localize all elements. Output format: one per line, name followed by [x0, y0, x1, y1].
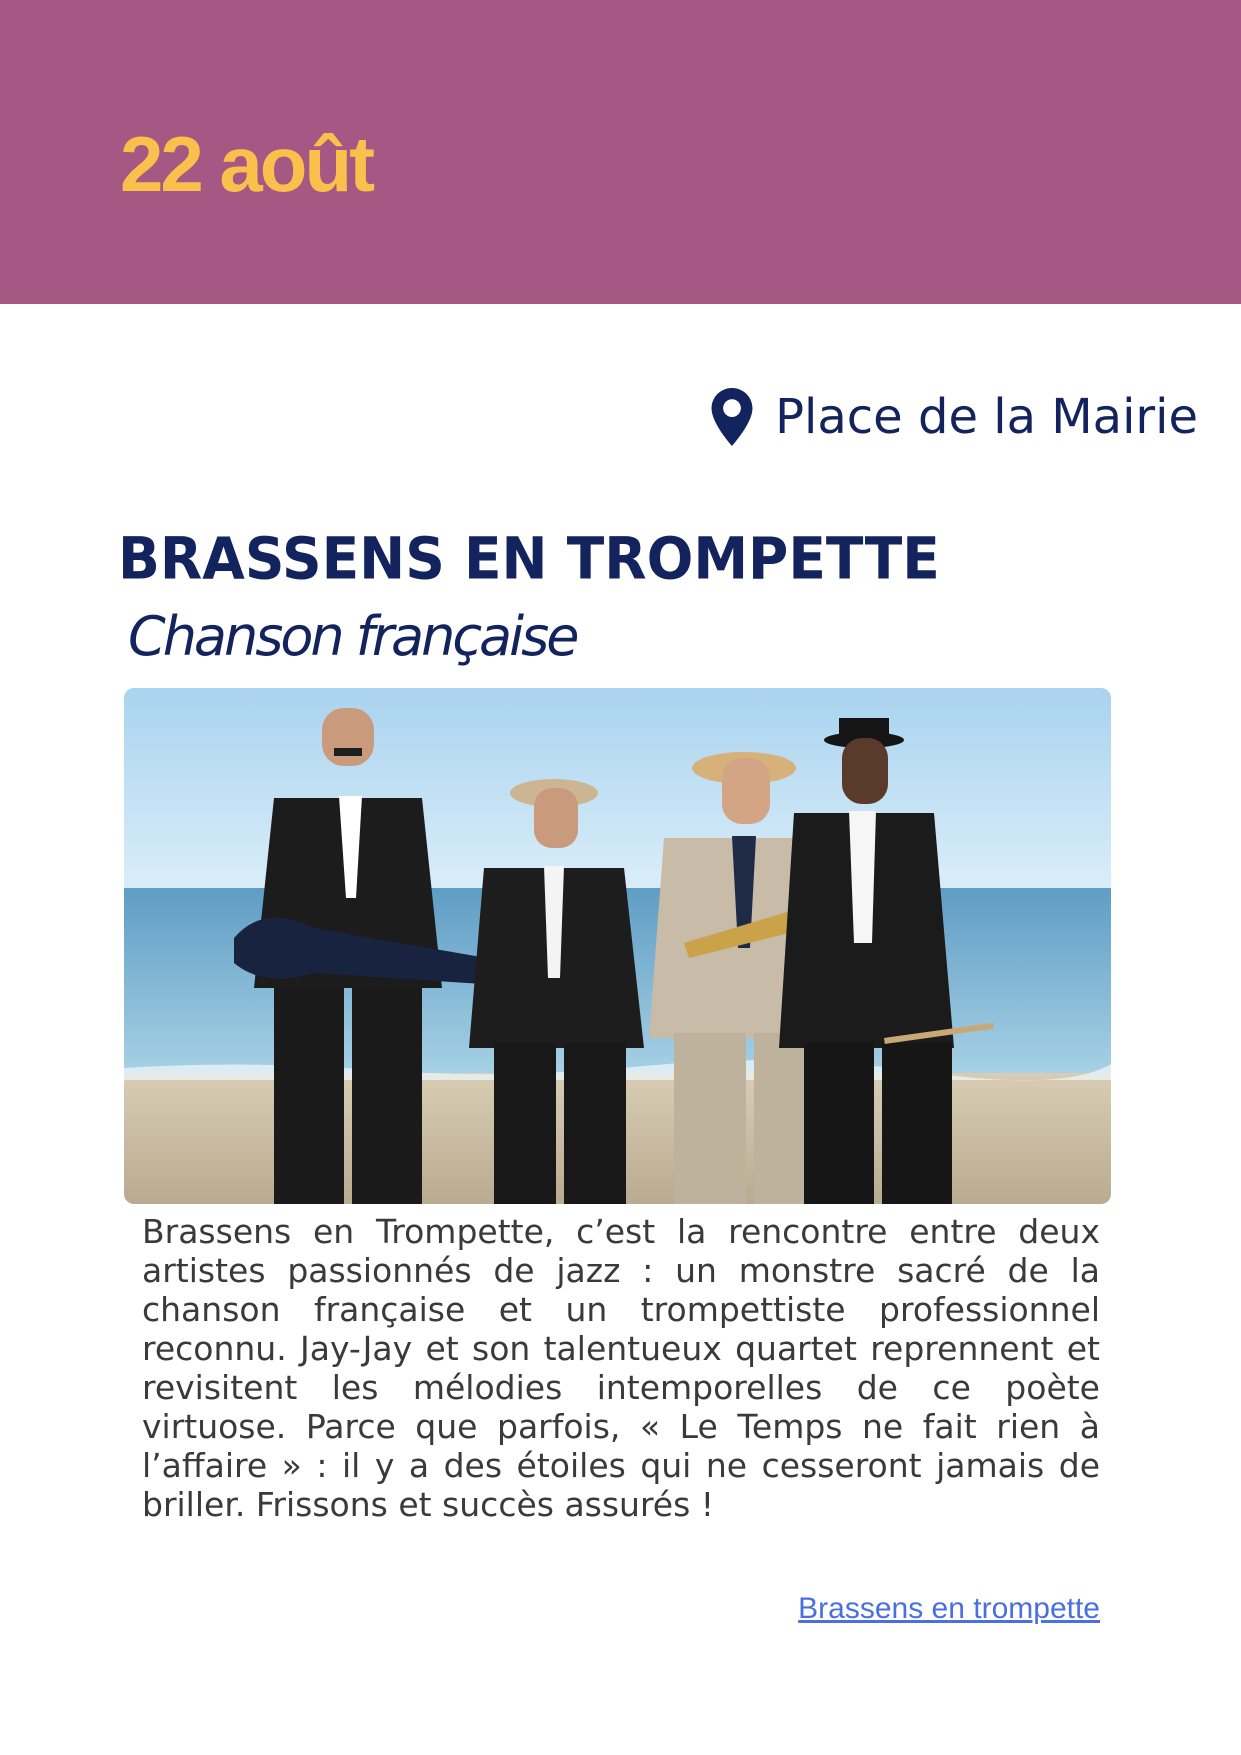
event-date: 22 août [120, 120, 373, 208]
event-location [711, 388, 1198, 446]
event-genre: Chanson française [128, 605, 577, 668]
event-link[interactable]: Brassens en trompette [798, 1592, 1100, 1625]
map-pin-icon [711, 388, 753, 446]
event-description: Brassens en Trompette, c’est la rencontre entre deux artistes passionnés de jazz : un monstre sacré de la chanson française et un trompettiste professionnel reconnu. Jay-Jay et son talentueux quartet reprennent et revisitent les mélodies intemporelles de ce poète virtuose. Parce que parfois, « Le Temps ne fait rien à l’affaire » : il y a des étoiles qui ne cesseront jamais de briller. Frissons et succès assurés ! [142, 1212, 1100, 1524]
header-banner [0, 0, 1241, 304]
location-label: Place de la Mairie [775, 389, 1198, 445]
band-photo [124, 688, 1111, 1204]
event-title: BRASSENS EN TROMPETTE [118, 524, 940, 592]
